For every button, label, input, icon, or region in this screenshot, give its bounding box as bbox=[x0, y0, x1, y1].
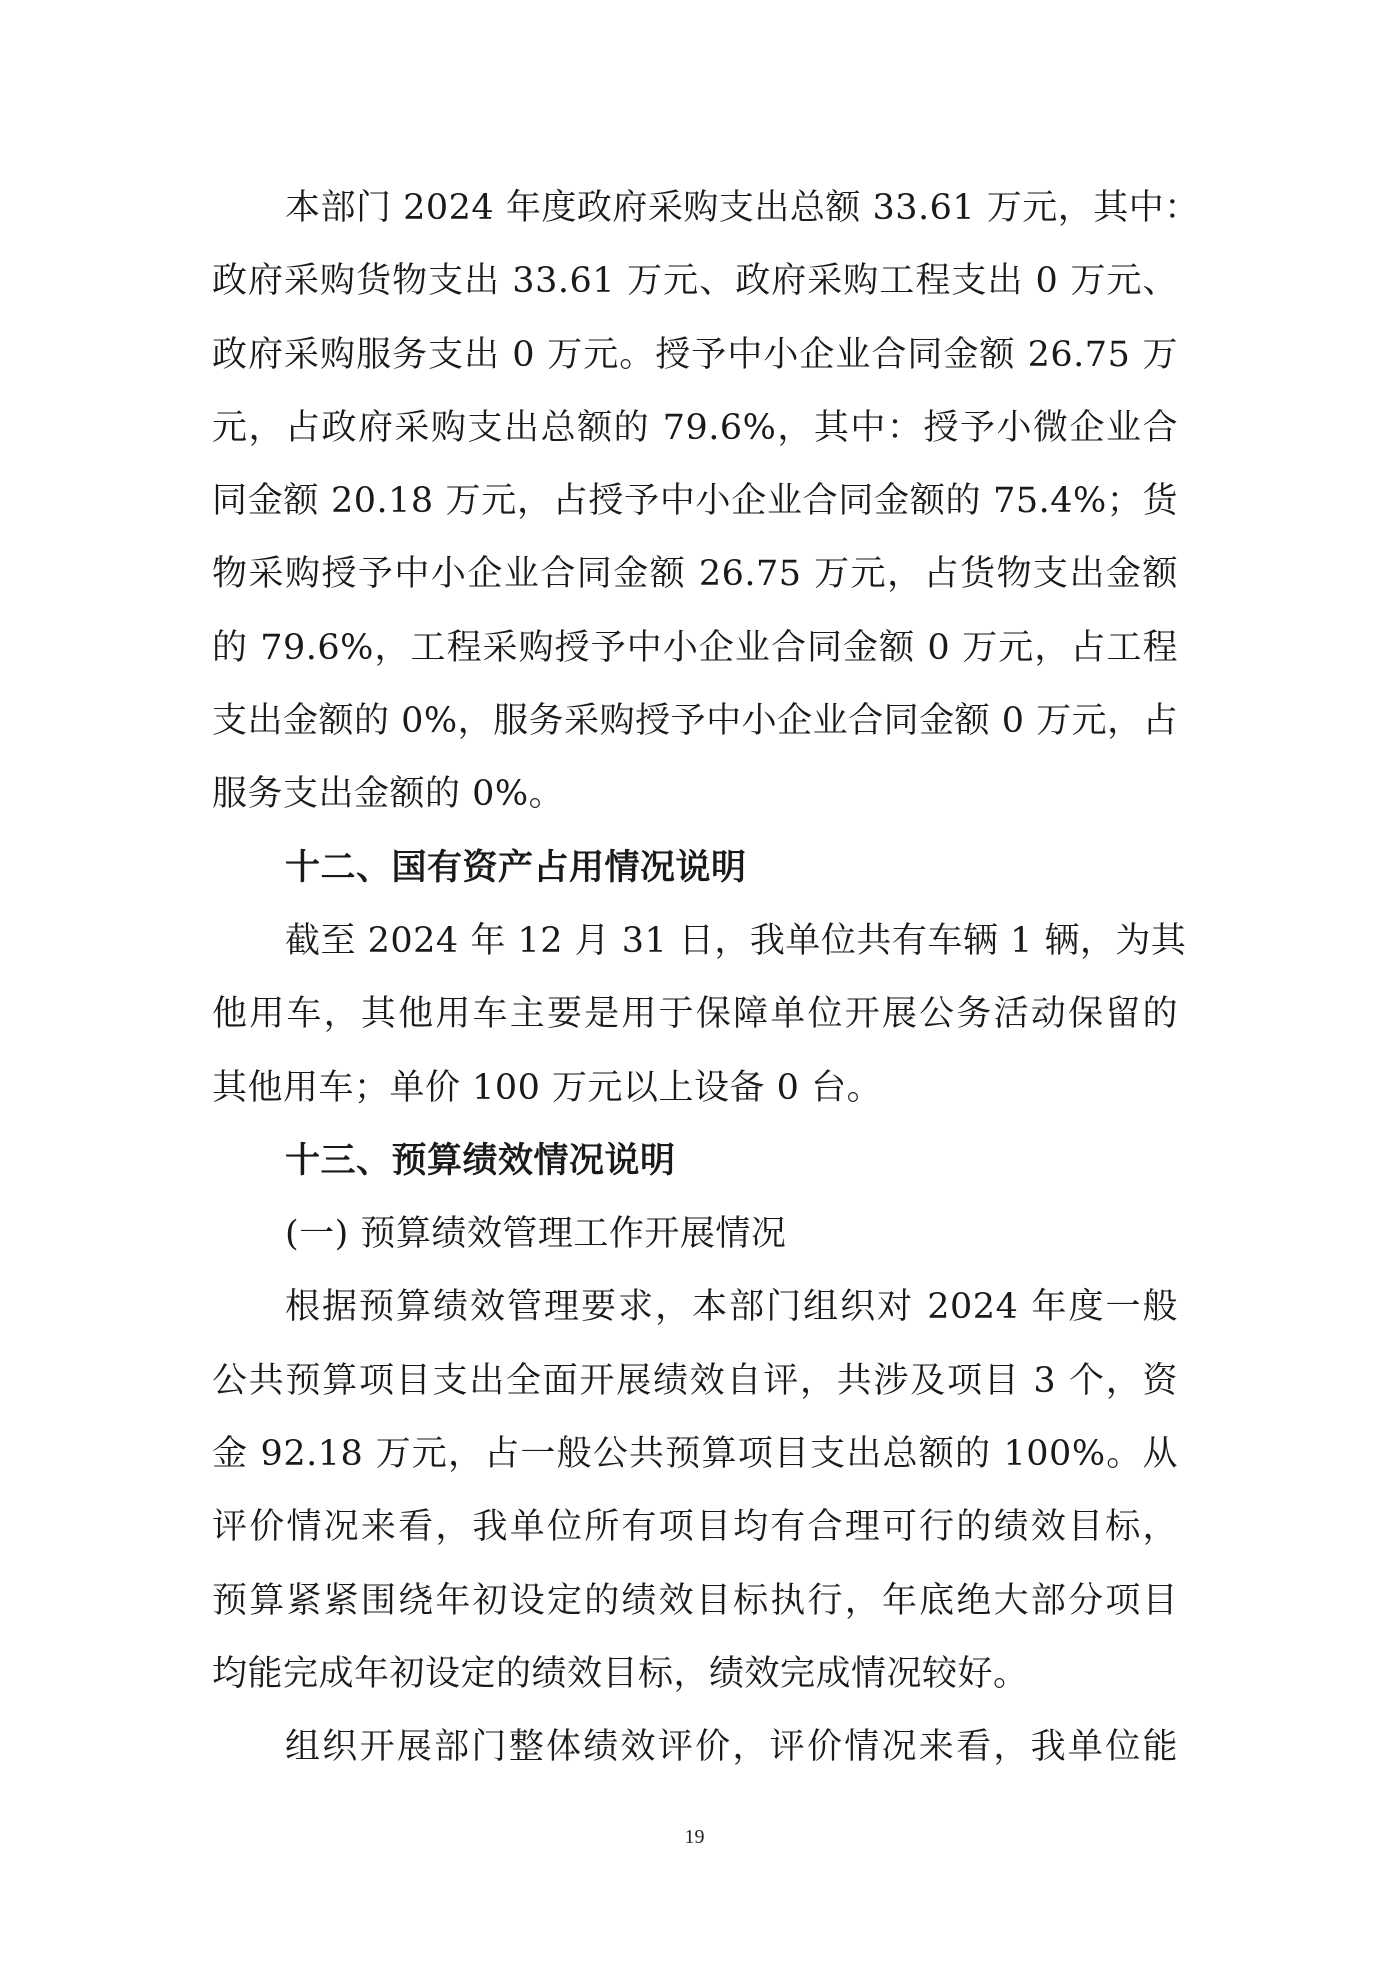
section-heading-13: 十三、预算绩效情况说明 bbox=[285, 1140, 676, 1181]
paragraph-line: 其他用车；单价 100 万元以上设备 0 台。 bbox=[212, 1067, 883, 1108]
paragraph-line: 评价情况来看，我单位所有项目均有合理可行的绩效目标， bbox=[212, 1507, 1178, 1548]
paragraph-line: 预算紧紧围绕年初设定的绩效目标执行，年底绝大部分项目 bbox=[212, 1580, 1178, 1621]
page-number: 19 bbox=[684, 1826, 705, 1848]
paragraph-line: 物采购授予中小企业合同金额 26.75 万元，占货物支出金额 bbox=[212, 554, 1178, 595]
section-heading-12: 十二、国有资产占用情况说明 bbox=[285, 847, 747, 888]
paragraph-overall-evaluation bbox=[212, 1711, 1178, 1784]
paragraph-assets bbox=[212, 905, 1187, 1125]
paragraph-line: 公共预算项目支出全面开展绩效自评，共涉及项目 3 个，资 bbox=[212, 1360, 1178, 1401]
paragraph-line: 元，占政府采购支出总额的 79.6%，其中：授予小微企业合 bbox=[212, 407, 1178, 448]
paragraph-line: 的 79.6%，工程采购授予中小企业合同金额 0 万元，占工程 bbox=[212, 627, 1178, 668]
paragraph-line: 政府采购服务支出 0 万元。授予中小企业合同金额 26.75 万 bbox=[212, 334, 1178, 375]
paragraph-line: 本部门 2024 年度政府采购支出总额 33.61 万元，其中： bbox=[285, 188, 1200, 228]
paragraph-line: 组织开展部门整体绩效评价，评价情况来看，我单位能 bbox=[285, 1727, 1178, 1768]
paragraph-line: 截至 2024 年 12 月 31 日，我单位共有车辆 1 辆，为其 bbox=[285, 920, 1187, 961]
paragraph-line: 政府采购货物支出 33.61 万元、政府采购工程支出 0 万元、 bbox=[212, 261, 1178, 302]
document-page bbox=[212, 172, 1200, 1785]
subsection-heading: (一) 预算绩效管理工作开展情况 bbox=[285, 1214, 787, 1255]
paragraph-procurement bbox=[212, 172, 1200, 832]
paragraph-line: 同金额 20.18 万元，占授予中小企业合同金额的 75.4%；货 bbox=[212, 481, 1178, 522]
paragraph-line: 金 92.18 万元，占一般公共预算项目支出总额的 100%。从 bbox=[212, 1434, 1178, 1475]
paragraph-line: 均能完成年初设定的绩效目标，绩效完成情况较好。 bbox=[212, 1653, 1029, 1694]
paragraph-line: 他用车，其他用车主要是用于保障单位开展公务活动保留的 bbox=[212, 994, 1178, 1035]
paragraph-performance bbox=[212, 1271, 1178, 1711]
paragraph-line: 服务支出金额的 0%。 bbox=[212, 774, 565, 815]
paragraph-line: 支出金额的 0%，服务采购授予中小企业合同金额 0 万元，占 bbox=[212, 701, 1179, 742]
paragraph-line: 根据预算绩效管理要求，本部门组织对 2024 年度一般 bbox=[285, 1287, 1178, 1328]
